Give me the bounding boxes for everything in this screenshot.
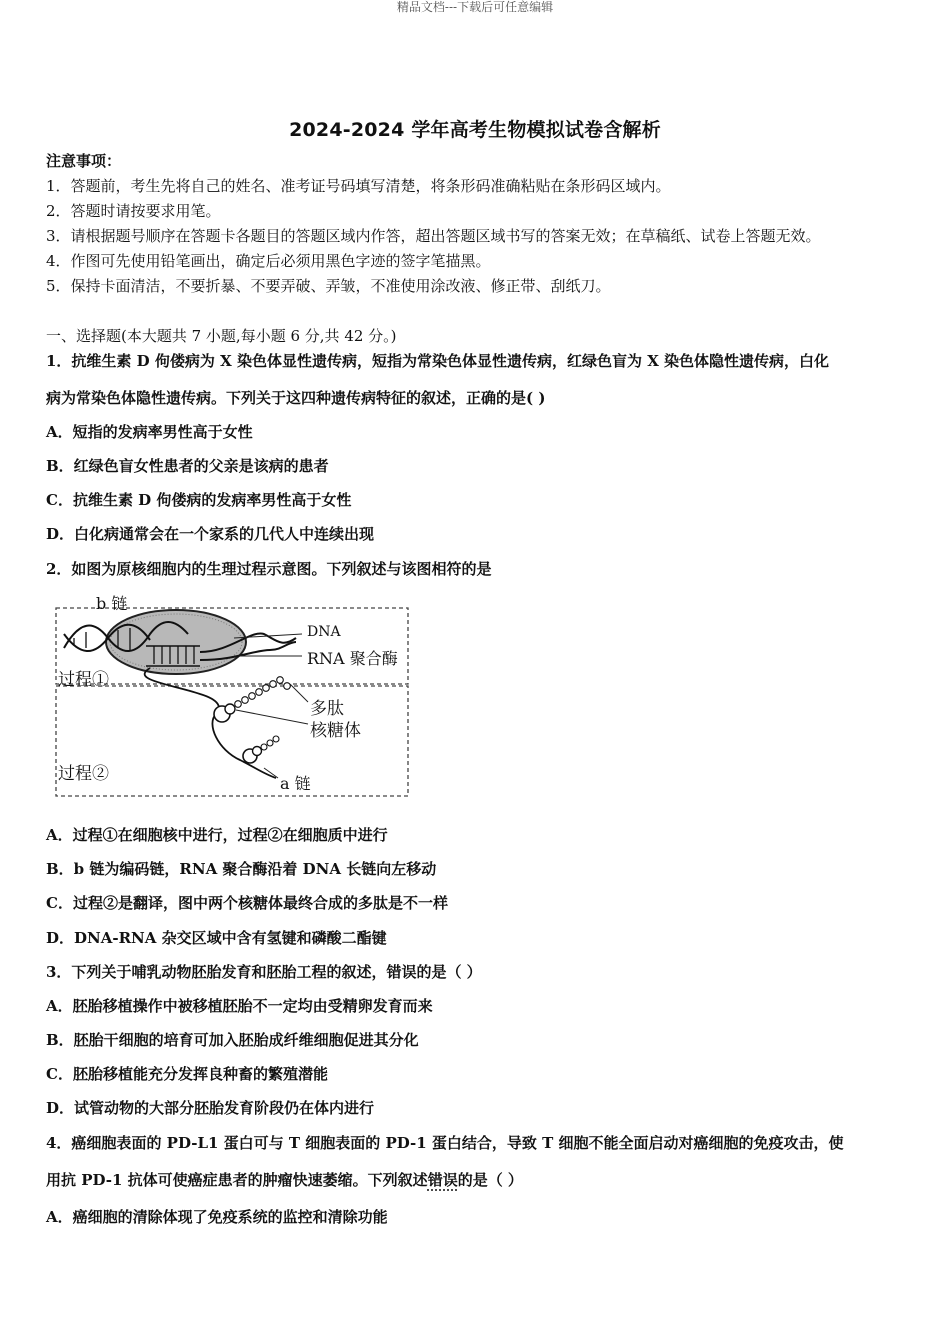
q4-stem-emphasis: 错误 [427, 1171, 458, 1189]
q3-stem: 3．下列关于哺乳动物胚胎发育和胚胎工程的叙述，错误的是（ ） [46, 963, 482, 981]
q2-option-d: D．DNA-RNA 杂交区域中含有氢键和磷酸二酯键 [46, 929, 387, 947]
fig-label-polypeptide: 多肽 [310, 699, 344, 719]
q4-stem-post: 的是（ ） [457, 1171, 523, 1189]
q4-stem-pre: 用抗 PD-1 抗体可使癌症患者的肿瘤快速萎缩。下列叙述 [46, 1171, 428, 1189]
fig-label-ribosome: 核糖体 [310, 721, 361, 741]
note-item: 4．作图可先使用铅笔画出，确定后必须用黑色字迹的签字笔描黑。 [46, 252, 491, 270]
q2-option-a: A．过程①在细胞核中进行，过程②在细胞质中进行 [46, 826, 388, 844]
q2-option-b: B．b 链为编码链，RNA 聚合酶沿着 DNA 长链向左移动 [46, 860, 437, 878]
fig-label-rna-polymerase: RNA 聚合酶 [307, 649, 398, 668]
fig-label-a-chain: a 链 [280, 774, 311, 793]
q3-option-a: A．胚胎移植操作中被移植胚胎不一定均由受精卵发育而来 [46, 997, 433, 1015]
q2-stem: 2．如图为原核细胞内的生理过程示意图。下列叙述与该图相符的是 [46, 560, 492, 578]
q2-option-c: C．过程②是翻译，图中两个核糖体最终合成的多肽是不一样 [46, 894, 448, 912]
q4-option-a: A．癌细胞的清除体现了免疫系统的监控和清除功能 [46, 1208, 388, 1226]
note-item: 2．答题时请按要求用笔。 [46, 202, 221, 220]
q1-option-d: D．白化病通常会在一个家系的几代人中连续出现 [46, 525, 375, 543]
q3-option-c: C．胚胎移植能充分发挥良种畜的繁殖潜能 [46, 1065, 328, 1083]
q1-option-c: C．抗维生素 D 佝偻病的发病率男性高于女性 [46, 491, 352, 509]
q1-option-a: A．短指的发病率男性高于女性 [46, 423, 253, 441]
q3-option-d: D．试管动物的大部分胚胎发育阶段仍在体内进行 [46, 1099, 375, 1117]
section-heading: 一、选择题(本大题共 7 小题,每小题 6 分,共 42 分。) [46, 327, 397, 345]
page-watermark: 精品文档---下载后可任意编辑 [396, 0, 554, 14]
note-item: 3．请根据题号顺序在答题卡各题目的答题区域内作答，超出答题区域书写的答案无效；在草稿纸、试卷上答题无效。 [46, 227, 821, 245]
fig-label-process2: 过程② [58, 764, 109, 784]
q1-option-b: B．红绿色盲女性患者的父亲是该病的患者 [46, 457, 329, 475]
document-title: 2024-2024 学年高考生物模拟试卷含解析 [289, 119, 661, 141]
fig-label-b-chain: b 链 [96, 594, 128, 613]
q1-stem-line2: 病为常染色体隐性遗传病。下列关于这四种遗传病特征的叙述，正确的是( ) [46, 389, 546, 407]
notes-heading: 注意事项： [46, 152, 122, 170]
note-item: 1．答题前，考生先将自己的姓名、准考证号码填写清楚，将条形码准确粘贴在条形码区域内。 [46, 177, 671, 195]
q1-stem-line1: 1．抗维生素 D 佝偻病为 X 染色体显性遗传病，短指为常染色体显性遗传病，红绿色盲为 X 染色体隐性遗传病，白化 [46, 352, 830, 370]
q4-stem-line2 [46, 1170, 523, 1190]
q4-stem-line1: 4．癌细胞表面的 PD-L1 蛋白可与 T 细胞表面的 PD-1 蛋白结合，导致 T 细胞不能全面启动对癌细胞的免疫攻击，使 [46, 1134, 844, 1152]
q3-option-b: B．胚胎干细胞的培育可加入胚胎成纤维细胞促进其分化 [46, 1031, 419, 1049]
fig-label-process1: 过程① [58, 670, 109, 690]
fig-label-dna: DNA [307, 624, 341, 640]
note-item: 5．保持卡面清洁，不要折暴、不要弄破、弄皱，不准使用涂改液、修正带、刮纸刀。 [46, 277, 611, 295]
